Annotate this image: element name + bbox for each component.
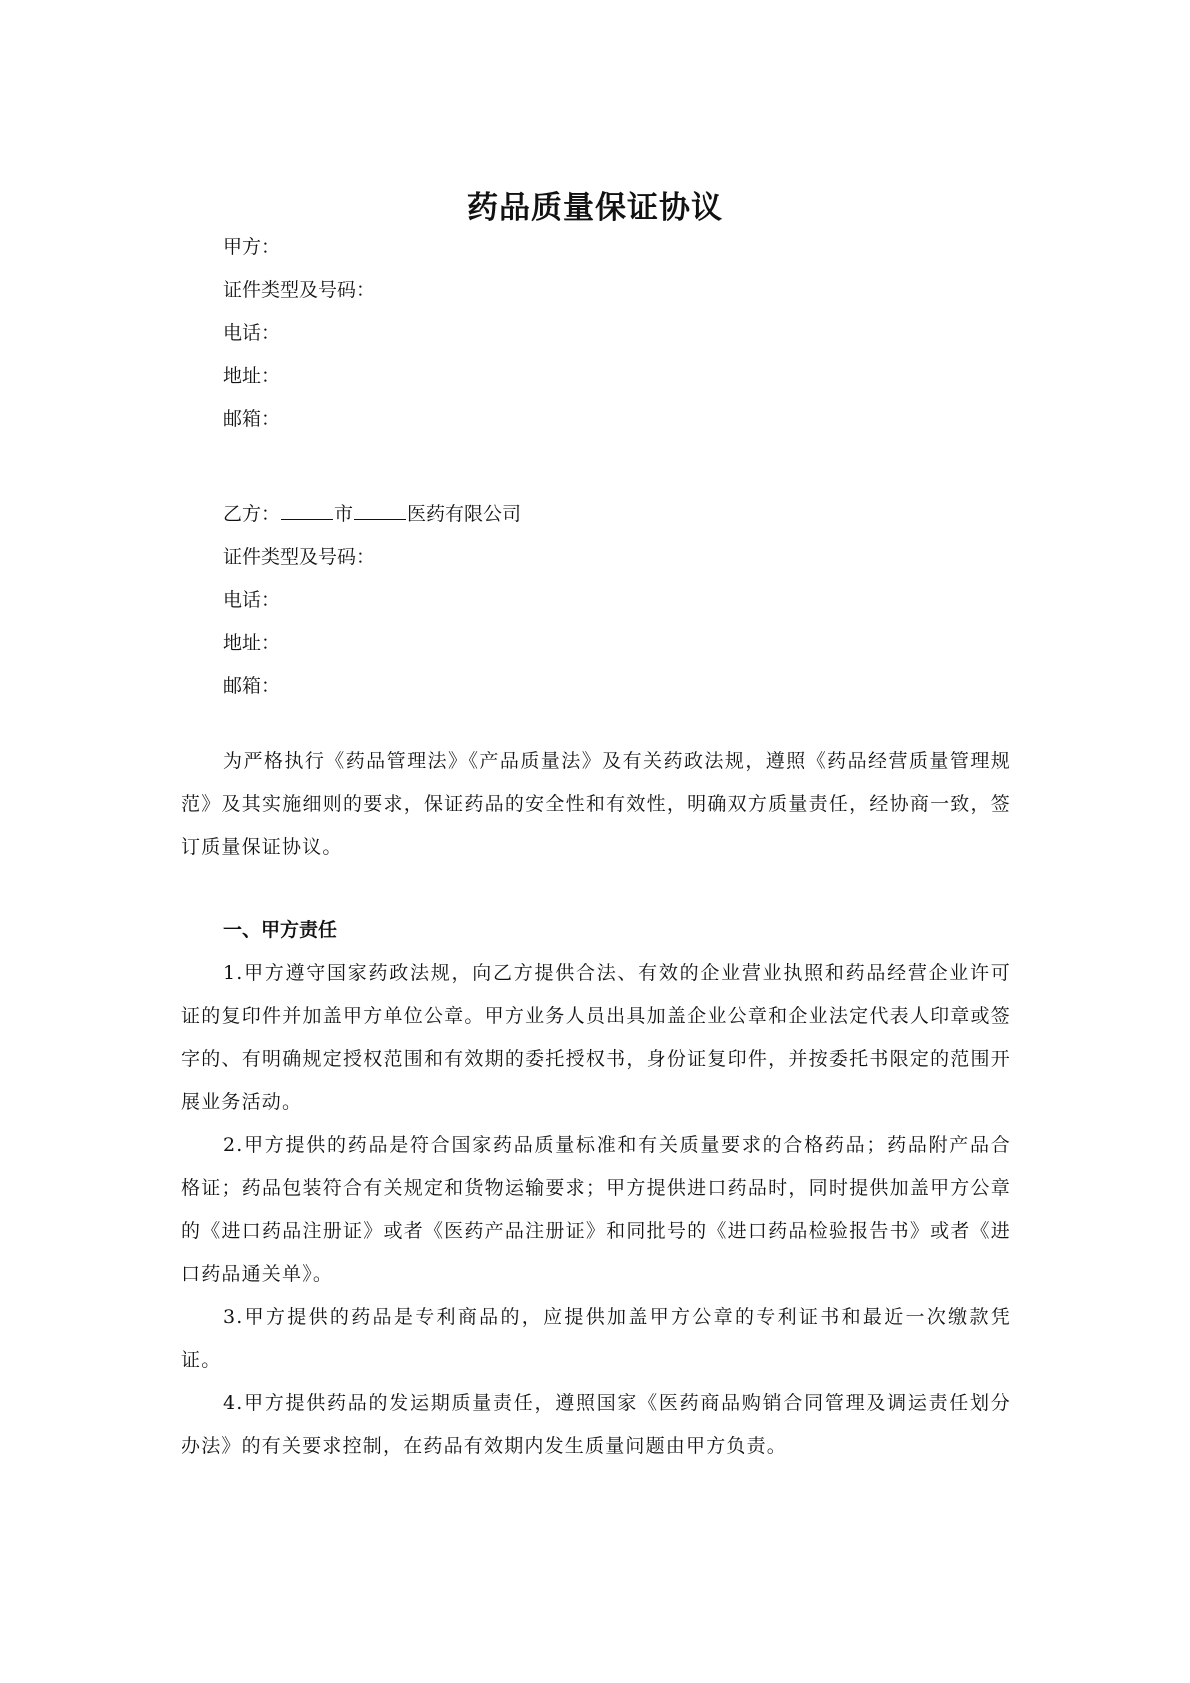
party-b-id-label: 证件类型及号码：: [223, 546, 376, 568]
party-a-address-label: 地址：: [223, 365, 281, 387]
company-suffix: 医药有限公司: [407, 503, 522, 525]
party-a-name-label: 甲方：: [223, 236, 281, 258]
preamble-paragraph: 为严格执行《药品管理法》《产品质量法》及有关药政法规，遵照《药品经营质量管理规范》及其实施细则的要求，保证药品的安全性和有效性，明确双方质量责任，经协商一致，签订质量保证协议。: [181, 750, 1011, 858]
clause-2: 2.甲方提供的药品是符合国家药品质量标准和有关质量要求的合格药品；药品附产品合格证；药品包装符合有关规定和货物运输要求；甲方提供进口药品时，同时提供加盖甲方公章的《进口药品注册证》或者《医药产品注册证》和同批号的《进口药品检验报告书》或者《进口药品通关单》。: [181, 1134, 1011, 1285]
party-a-phone-label: 电话：: [223, 322, 281, 344]
party-b-name-line: [223, 493, 521, 536]
party-b-phone-label: 电话：: [223, 589, 281, 611]
party-b-email-label: 邮箱：: [223, 675, 281, 697]
document-title: 药品质量保证协议: [467, 190, 723, 226]
section-heading: 一、甲方责任: [223, 919, 338, 941]
city-suffix: 市: [334, 503, 354, 525]
clause-1: 1.甲方遵守国家药政法规，向乙方提供合法、有效的企业营业执照和药品经营企业许可证的复印件并加盖甲方单位公章。甲方业务人员出具加盖企业公章和企业法定代表人印章或签字的、有明确规定授权范围和有效期的委托授权书，身份证复印件，并按委托书限定的范围开展业务活动。: [181, 962, 1011, 1113]
party-a-id-label: 证件类型及号码：: [223, 279, 376, 301]
party-b-block: [223, 493, 521, 708]
clause-3: 3.甲方提供的药品是专利商品的，应提供加盖甲方公章的专利证书和最近一次缴款凭证。: [181, 1306, 1011, 1371]
clause-4: 4.甲方提供药品的发运期质量责任，遵照国家《医药商品购销合同管理及调运责任划分办法》的有关要求控制，在药品有效期内发生质量问题由甲方负责。: [181, 1392, 1011, 1457]
party-a-block: [223, 226, 375, 441]
party-b-address-label: 地址：: [223, 632, 281, 654]
company-blank: [354, 497, 406, 520]
city-blank: [281, 497, 333, 520]
party-a-email-label: 邮箱：: [223, 408, 281, 430]
party-b-name-label: 乙方：: [223, 503, 281, 525]
